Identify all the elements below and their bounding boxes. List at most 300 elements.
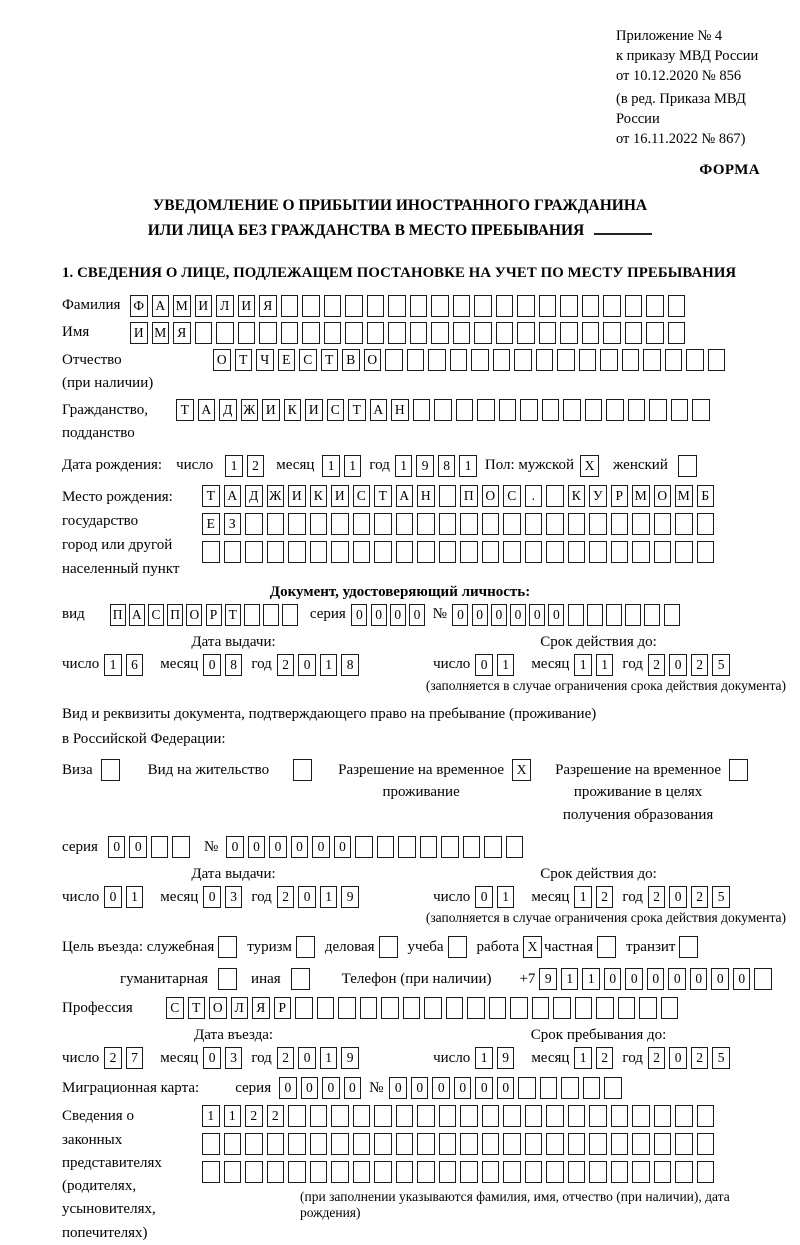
name-cell[interactable]: [367, 322, 385, 344]
representative-cell[interactable]: [611, 1161, 629, 1183]
birth-place-cell[interactable]: [310, 541, 328, 563]
mig-number-cell[interactable]: [583, 1077, 601, 1099]
birth-place-cell[interactable]: [396, 513, 414, 535]
doc-valid-day-cell[interactable]: 1: [497, 654, 515, 676]
res-valid-year-cell[interactable]: 2: [691, 886, 709, 908]
representative-cell[interactable]: [202, 1133, 220, 1155]
surname-cell[interactable]: [302, 295, 320, 317]
surname-cell[interactable]: [345, 295, 363, 317]
name-cell[interactable]: [345, 322, 363, 344]
citizenship-cell[interactable]: Ж: [241, 399, 259, 421]
name-cell[interactable]: Я: [173, 322, 191, 344]
purpose-official-cell[interactable]: [218, 936, 237, 958]
res-issue-year-cell[interactable]: 2: [277, 886, 295, 908]
doc-issue-month-cell[interactable]: 8: [225, 654, 243, 676]
mig-number-cell[interactable]: 0: [411, 1077, 429, 1099]
birth-place-cell[interactable]: [396, 541, 414, 563]
patronymic-cell[interactable]: В: [342, 349, 360, 371]
representative-cell[interactable]: [267, 1161, 285, 1183]
citizenship-cell[interactable]: [606, 399, 624, 421]
res-series-cell[interactable]: [172, 836, 190, 858]
purpose-business-cell[interactable]: [379, 936, 398, 958]
res-issue-month-cell[interactable]: 0: [203, 886, 221, 908]
doc-issue-year-cell[interactable]: 2: [277, 654, 295, 676]
profession-cell[interactable]: [618, 997, 636, 1019]
doc-number-cell[interactable]: 0: [529, 604, 545, 626]
representative-cell[interactable]: [525, 1105, 543, 1127]
patronymic-cell[interactable]: [471, 349, 489, 371]
birth-place-cell[interactable]: [439, 513, 457, 535]
profession-cell[interactable]: Я: [252, 997, 270, 1019]
doc-type-cell[interactable]: [263, 604, 279, 626]
birth-place-cell[interactable]: [417, 513, 435, 535]
citizenship-cell[interactable]: Д: [219, 399, 237, 421]
res-number-cell[interactable]: [441, 836, 459, 858]
res-issue-year-cell[interactable]: 9: [341, 886, 359, 908]
doc-type-cell[interactable]: А: [129, 604, 145, 626]
birth-place-cell[interactable]: Т: [374, 485, 392, 507]
patronymic-cell[interactable]: Е: [278, 349, 296, 371]
sex-female-checkbox-cell[interactable]: [678, 455, 697, 477]
name-cell[interactable]: [388, 322, 406, 344]
representative-cell[interactable]: [482, 1105, 500, 1127]
doc-type-cell[interactable]: С: [148, 604, 164, 626]
name-cell[interactable]: [625, 322, 643, 344]
birth-place-cell[interactable]: А: [396, 485, 414, 507]
patronymic-cell[interactable]: [514, 349, 532, 371]
surname-cell[interactable]: А: [152, 295, 170, 317]
representative-cell[interactable]: [460, 1133, 478, 1155]
phone-cell[interactable]: 9: [539, 968, 557, 990]
birth-month-cell[interactable]: 1: [344, 455, 362, 477]
birth-place-cell[interactable]: [460, 513, 478, 535]
doc-type-cell[interactable]: Р: [206, 604, 222, 626]
citizenship-cell[interactable]: [434, 399, 452, 421]
surname-cell[interactable]: [281, 295, 299, 317]
name-cell[interactable]: [668, 322, 686, 344]
doc-type-cell[interactable]: [244, 604, 260, 626]
entry-year-cell[interactable]: 0: [298, 1047, 316, 1069]
birth-place-cell[interactable]: [224, 541, 242, 563]
surname-cell[interactable]: [453, 295, 471, 317]
representative-cell[interactable]: [568, 1133, 586, 1155]
doc-number-cell[interactable]: [587, 604, 603, 626]
profession-cell[interactable]: [553, 997, 571, 1019]
representative-cell[interactable]: [353, 1105, 371, 1127]
doc-type-cell[interactable]: Т: [225, 604, 241, 626]
res-number-cell[interactable]: [420, 836, 438, 858]
birth-place-cell[interactable]: [288, 513, 306, 535]
birth-place-cell[interactable]: [525, 513, 543, 535]
representative-cell[interactable]: [568, 1105, 586, 1127]
birth-place-cell[interactable]: И: [288, 485, 306, 507]
doc-type-cell[interactable]: [282, 604, 298, 626]
representative-cell[interactable]: [482, 1133, 500, 1155]
name-cell[interactable]: [603, 322, 621, 344]
entry-day-cell[interactable]: 7: [126, 1047, 144, 1069]
patronymic-cell[interactable]: [686, 349, 704, 371]
representative-cell[interactable]: [224, 1161, 242, 1183]
profession-cell[interactable]: [338, 997, 356, 1019]
res-number-cell[interactable]: [398, 836, 416, 858]
citizenship-cell[interactable]: С: [327, 399, 345, 421]
profession-cell[interactable]: Л: [231, 997, 249, 1019]
citizenship-cell[interactable]: [671, 399, 689, 421]
birth-place-cell[interactable]: Н: [417, 485, 435, 507]
doc-number-cell[interactable]: [568, 604, 584, 626]
birth-place-cell[interactable]: [331, 541, 349, 563]
doc-series-cell[interactable]: 0: [409, 604, 425, 626]
birth-place-cell[interactable]: К: [568, 485, 586, 507]
representative-cell[interactable]: [353, 1133, 371, 1155]
res-issue-year-cell[interactable]: 1: [320, 886, 338, 908]
birth-place-cell[interactable]: О: [482, 485, 500, 507]
name-cell[interactable]: [216, 322, 234, 344]
citizenship-cell[interactable]: И: [305, 399, 323, 421]
surname-cell[interactable]: [539, 295, 557, 317]
birth-place-cell[interactable]: [611, 513, 629, 535]
mig-number-cell[interactable]: [604, 1077, 622, 1099]
doc-valid-month-cell[interactable]: 1: [574, 654, 592, 676]
res-number-cell[interactable]: [355, 836, 373, 858]
entry-year-cell[interactable]: 1: [320, 1047, 338, 1069]
representative-cell[interactable]: [697, 1105, 715, 1127]
stay-year-cell[interactable]: 2: [648, 1047, 666, 1069]
profession-cell[interactable]: [381, 997, 399, 1019]
name-cell[interactable]: [410, 322, 428, 344]
patronymic-cell[interactable]: [385, 349, 403, 371]
doc-number-cell[interactable]: [625, 604, 641, 626]
profession-cell[interactable]: С: [166, 997, 184, 1019]
citizenship-cell[interactable]: Н: [391, 399, 409, 421]
citizenship-cell[interactable]: К: [284, 399, 302, 421]
purpose-work-cell[interactable]: X: [523, 936, 542, 958]
representative-cell[interactable]: [417, 1161, 435, 1183]
birth-place-cell[interactable]: [632, 541, 650, 563]
birth-place-cell[interactable]: П: [460, 485, 478, 507]
representative-cell[interactable]: [374, 1133, 392, 1155]
patronymic-cell[interactable]: [643, 349, 661, 371]
res-issue-year-cell[interactable]: 0: [298, 886, 316, 908]
birth-place-cell[interactable]: [374, 541, 392, 563]
name-cell[interactable]: [560, 322, 578, 344]
representative-cell[interactable]: [546, 1161, 564, 1183]
doc-issue-day-cell[interactable]: 6: [126, 654, 144, 676]
birth-place-cell[interactable]: [632, 513, 650, 535]
purpose-study-cell[interactable]: [448, 936, 467, 958]
birth-place-cell[interactable]: [417, 541, 435, 563]
res-number-cell[interactable]: 0: [291, 836, 309, 858]
purpose-other-cell[interactable]: [291, 968, 310, 990]
birth-place-cell[interactable]: Д: [245, 485, 263, 507]
representative-cell[interactable]: [288, 1105, 306, 1127]
patronymic-cell[interactable]: [600, 349, 618, 371]
name-cell[interactable]: [539, 322, 557, 344]
representative-cell[interactable]: [675, 1105, 693, 1127]
doc-number-cell[interactable]: 0: [491, 604, 507, 626]
representative-cell[interactable]: [632, 1133, 650, 1155]
birth-place-cell[interactable]: А: [224, 485, 242, 507]
representative-cell[interactable]: [546, 1133, 564, 1155]
profession-cell[interactable]: [532, 997, 550, 1019]
patronymic-cell[interactable]: [579, 349, 597, 371]
patronymic-cell[interactable]: Т: [321, 349, 339, 371]
representative-cell[interactable]: [503, 1105, 521, 1127]
doc-issue-year-cell[interactable]: 1: [320, 654, 338, 676]
doc-valid-year-cell[interactable]: 0: [669, 654, 687, 676]
birth-place-cell[interactable]: Ж: [267, 485, 285, 507]
representative-cell[interactable]: [460, 1161, 478, 1183]
birth-place-cell[interactable]: [503, 541, 521, 563]
doc-number-cell[interactable]: 0: [472, 604, 488, 626]
phone-cell[interactable]: 1: [561, 968, 579, 990]
doc-number-cell[interactable]: 0: [510, 604, 526, 626]
birth-place-cell[interactable]: [589, 541, 607, 563]
representative-cell[interactable]: [267, 1133, 285, 1155]
representative-cell[interactable]: [310, 1105, 328, 1127]
res-issue-day-cell[interactable]: 0: [104, 886, 122, 908]
mig-number-cell[interactable]: 0: [432, 1077, 450, 1099]
citizenship-cell[interactable]: Т: [176, 399, 194, 421]
birth-place-cell[interactable]: З: [224, 513, 242, 535]
birth-place-cell[interactable]: С: [503, 485, 521, 507]
representative-cell[interactable]: [439, 1105, 457, 1127]
representative-cell[interactable]: [611, 1105, 629, 1127]
representative-cell[interactable]: [503, 1161, 521, 1183]
birth-month-cell[interactable]: 1: [322, 455, 340, 477]
birth-place-cell[interactable]: [546, 485, 564, 507]
patronymic-cell[interactable]: С: [299, 349, 317, 371]
representative-cell[interactable]: [374, 1105, 392, 1127]
birth-place-cell[interactable]: [503, 513, 521, 535]
patronymic-cell[interactable]: [428, 349, 446, 371]
res-number-cell[interactable]: [484, 836, 502, 858]
entry-year-cell[interactable]: 9: [341, 1047, 359, 1069]
birth-place-cell[interactable]: М: [632, 485, 650, 507]
doc-type-cell[interactable]: П: [167, 604, 183, 626]
res-number-cell[interactable]: 0: [334, 836, 352, 858]
citizenship-cell[interactable]: [456, 399, 474, 421]
surname-cell[interactable]: [431, 295, 449, 317]
stay-month-cell[interactable]: 1: [574, 1047, 592, 1069]
res-number-cell[interactable]: [506, 836, 524, 858]
representative-cell[interactable]: [482, 1161, 500, 1183]
representative-cell[interactable]: [697, 1161, 715, 1183]
patronymic-cell[interactable]: О: [213, 349, 231, 371]
name-cell[interactable]: [302, 322, 320, 344]
visa-checkbox-cell[interactable]: [101, 759, 120, 781]
representative-cell[interactable]: [353, 1161, 371, 1183]
surname-cell[interactable]: [410, 295, 428, 317]
birth-year-cell[interactable]: 1: [395, 455, 413, 477]
citizenship-cell[interactable]: [628, 399, 646, 421]
citizenship-cell[interactable]: Т: [348, 399, 366, 421]
patronymic-cell[interactable]: [536, 349, 554, 371]
name-cell[interactable]: [517, 322, 535, 344]
surname-cell[interactable]: [517, 295, 535, 317]
res-number-cell[interactable]: [377, 836, 395, 858]
name-cell[interactable]: [431, 322, 449, 344]
doc-series-cell[interactable]: 0: [390, 604, 406, 626]
name-cell[interactable]: [453, 322, 471, 344]
profession-cell[interactable]: [596, 997, 614, 1019]
birth-place-cell[interactable]: [202, 541, 220, 563]
stay-month-cell[interactable]: 2: [596, 1047, 614, 1069]
patronymic-cell[interactable]: [450, 349, 468, 371]
birth-place-cell[interactable]: [568, 541, 586, 563]
surname-cell[interactable]: [668, 295, 686, 317]
surname-cell[interactable]: [367, 295, 385, 317]
birth-place-cell[interactable]: С: [353, 485, 371, 507]
res-valid-year-cell[interactable]: 2: [648, 886, 666, 908]
stay-year-cell[interactable]: 2: [691, 1047, 709, 1069]
surname-cell[interactable]: [474, 295, 492, 317]
representative-cell[interactable]: [439, 1133, 457, 1155]
profession-cell[interactable]: [661, 997, 679, 1019]
doc-issue-month-cell[interactable]: 0: [203, 654, 221, 676]
doc-issue-day-cell[interactable]: 1: [104, 654, 122, 676]
temp-residence-edu-checkbox-cell[interactable]: [729, 759, 748, 781]
doc-valid-year-cell[interactable]: 5: [712, 654, 730, 676]
citizenship-cell[interactable]: [477, 399, 495, 421]
stay-day-cell[interactable]: 1: [475, 1047, 493, 1069]
phone-cell[interactable]: 0: [604, 968, 622, 990]
representative-cell[interactable]: [396, 1161, 414, 1183]
name-cell[interactable]: [324, 322, 342, 344]
representative-cell[interactable]: [224, 1133, 242, 1155]
residence-permit-checkbox-cell[interactable]: [293, 759, 312, 781]
surname-cell[interactable]: И: [195, 295, 213, 317]
birth-place-cell[interactable]: [611, 541, 629, 563]
birth-place-cell[interactable]: [460, 541, 478, 563]
doc-number-cell[interactable]: 0: [548, 604, 564, 626]
birth-place-cell[interactable]: [568, 513, 586, 535]
birth-place-cell[interactable]: [439, 541, 457, 563]
purpose-tourism-cell[interactable]: [296, 936, 315, 958]
res-valid-day-cell[interactable]: 0: [475, 886, 493, 908]
profession-cell[interactable]: [403, 997, 421, 1019]
name-cell[interactable]: [259, 322, 277, 344]
birth-place-cell[interactable]: [697, 513, 715, 535]
birth-place-cell[interactable]: [675, 513, 693, 535]
doc-type-cell[interactable]: О: [186, 604, 202, 626]
patronymic-cell[interactable]: [407, 349, 425, 371]
entry-day-cell[interactable]: 2: [104, 1047, 122, 1069]
representative-cell[interactable]: [331, 1161, 349, 1183]
surname-cell[interactable]: [603, 295, 621, 317]
birth-place-cell[interactable]: .: [525, 485, 543, 507]
profession-cell[interactable]: [446, 997, 464, 1019]
doc-number-cell[interactable]: [606, 604, 622, 626]
representative-cell[interactable]: [310, 1133, 328, 1155]
birth-place-cell[interactable]: О: [654, 485, 672, 507]
temp-residence-checkbox-cell[interactable]: X: [512, 759, 531, 781]
res-valid-month-cell[interactable]: 2: [596, 886, 614, 908]
surname-cell[interactable]: Л: [216, 295, 234, 317]
representative-cell[interactable]: [675, 1161, 693, 1183]
name-cell[interactable]: [238, 322, 256, 344]
birth-place-cell[interactable]: Е: [202, 513, 220, 535]
res-series-cell[interactable]: 0: [108, 836, 126, 858]
patronymic-cell[interactable]: Ч: [256, 349, 274, 371]
entry-month-cell[interactable]: 0: [203, 1047, 221, 1069]
surname-cell[interactable]: [388, 295, 406, 317]
name-cell[interactable]: [496, 322, 514, 344]
representative-cell[interactable]: [417, 1133, 435, 1155]
doc-valid-year-cell[interactable]: 2: [691, 654, 709, 676]
patronymic-cell[interactable]: [493, 349, 511, 371]
surname-cell[interactable]: Я: [259, 295, 277, 317]
profession-cell[interactable]: [639, 997, 657, 1019]
representative-cell[interactable]: [525, 1133, 543, 1155]
profession-cell[interactable]: [295, 997, 313, 1019]
surname-cell[interactable]: М: [173, 295, 191, 317]
representative-cell[interactable]: 1: [224, 1105, 242, 1127]
birth-place-cell[interactable]: [353, 541, 371, 563]
birth-place-cell[interactable]: [310, 513, 328, 535]
representative-cell[interactable]: [417, 1105, 435, 1127]
phone-cell[interactable]: 0: [647, 968, 665, 990]
birth-place-cell[interactable]: [675, 541, 693, 563]
mig-series-cell[interactable]: 0: [279, 1077, 297, 1099]
surname-cell[interactable]: [560, 295, 578, 317]
phone-cell[interactable]: 0: [711, 968, 729, 990]
citizenship-cell[interactable]: И: [262, 399, 280, 421]
mig-number-cell[interactable]: [518, 1077, 536, 1099]
profession-cell[interactable]: Р: [274, 997, 292, 1019]
surname-cell[interactable]: [496, 295, 514, 317]
profession-cell[interactable]: Т: [188, 997, 206, 1019]
representative-cell[interactable]: [611, 1133, 629, 1155]
res-number-cell[interactable]: 0: [248, 836, 266, 858]
res-valid-year-cell[interactable]: 5: [712, 886, 730, 908]
birth-place-cell[interactable]: [546, 541, 564, 563]
profession-cell[interactable]: [510, 997, 528, 1019]
res-issue-day-cell[interactable]: 1: [126, 886, 144, 908]
name-cell[interactable]: [646, 322, 664, 344]
entry-year-cell[interactable]: 2: [277, 1047, 295, 1069]
stay-year-cell[interactable]: 5: [712, 1047, 730, 1069]
citizenship-cell[interactable]: [542, 399, 560, 421]
representative-cell[interactable]: [525, 1161, 543, 1183]
mig-number-cell[interactable]: 0: [497, 1077, 515, 1099]
birth-place-cell[interactable]: [482, 513, 500, 535]
birth-year-cell[interactable]: 9: [416, 455, 434, 477]
representative-cell[interactable]: [202, 1161, 220, 1183]
representative-cell[interactable]: 2: [267, 1105, 285, 1127]
birth-place-cell[interactable]: И: [331, 485, 349, 507]
birth-place-cell[interactable]: Б: [697, 485, 715, 507]
birth-place-cell[interactable]: [331, 513, 349, 535]
citizenship-cell[interactable]: А: [198, 399, 216, 421]
doc-series-cell[interactable]: 0: [371, 604, 387, 626]
representative-cell[interactable]: [697, 1133, 715, 1155]
profession-cell[interactable]: [424, 997, 442, 1019]
birth-place-cell[interactable]: [697, 541, 715, 563]
entry-month-cell[interactable]: 3: [225, 1047, 243, 1069]
res-valid-year-cell[interactable]: 0: [669, 886, 687, 908]
birth-year-cell[interactable]: 1: [459, 455, 477, 477]
birth-place-cell[interactable]: У: [589, 485, 607, 507]
sex-male-checkbox-cell[interactable]: X: [580, 455, 599, 477]
surname-cell[interactable]: [625, 295, 643, 317]
phone-cell[interactable]: 1: [582, 968, 600, 990]
mig-number-cell[interactable]: [540, 1077, 558, 1099]
res-number-cell[interactable]: 0: [269, 836, 287, 858]
representative-cell[interactable]: [589, 1161, 607, 1183]
name-cell[interactable]: [582, 322, 600, 344]
representative-cell[interactable]: [245, 1161, 263, 1183]
